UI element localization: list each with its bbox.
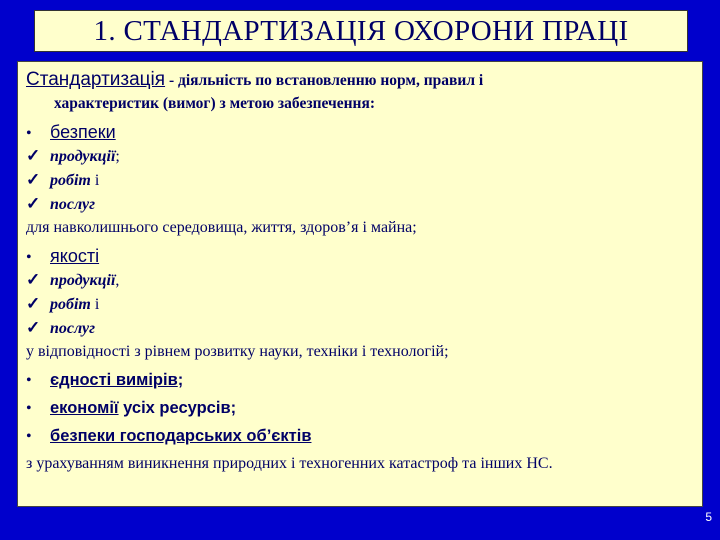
bullet-rest: ; bbox=[177, 371, 184, 389]
item-text: послуг bbox=[50, 320, 96, 337]
check-item bbox=[26, 192, 702, 216]
item-text: продукції bbox=[50, 148, 116, 165]
quality-heading: якості bbox=[50, 246, 100, 266]
check-icon: ✓ bbox=[26, 146, 41, 165]
item-rest: і bbox=[90, 296, 100, 313]
check-item bbox=[26, 168, 702, 192]
item-rest: ; bbox=[115, 148, 120, 165]
check-icon: ✓ bbox=[26, 318, 41, 337]
bullet-icon: • bbox=[26, 400, 32, 417]
section2-tail: у відповідності з рівнем розвитку науки, техніки і технологій; bbox=[26, 343, 449, 360]
check-item bbox=[26, 292, 702, 316]
bullet-safety bbox=[26, 120, 702, 144]
check-item bbox=[26, 316, 702, 340]
check-icon: ✓ bbox=[26, 170, 41, 189]
definition-text-2: характеристик (вимог) з метою забезпечення: bbox=[54, 95, 376, 112]
bullet-icon: • bbox=[26, 125, 32, 142]
title-box bbox=[34, 10, 688, 52]
check-icon: ✓ bbox=[26, 294, 41, 313]
check-item bbox=[26, 268, 702, 292]
bullet-underlined: економії bbox=[50, 399, 119, 417]
slide-title: 1. СТАНДАРТИЗАЦІЯ ОХОРОНИ ПРАЦІ bbox=[93, 14, 629, 47]
item-text: робіт bbox=[50, 296, 91, 313]
bullet-quality bbox=[26, 244, 702, 268]
closing-line: з урахуванням виникнення природних і техногенних катастроф та інших НС. bbox=[26, 455, 553, 472]
page-number: 5 bbox=[705, 510, 712, 524]
item-rest: , bbox=[115, 272, 120, 289]
check-icon: ✓ bbox=[26, 270, 41, 289]
definition-term: Стандартизація bbox=[26, 69, 166, 90]
check-item bbox=[26, 144, 702, 168]
bullet-icon: • bbox=[26, 372, 32, 389]
safety-heading: безпеки bbox=[50, 122, 116, 142]
bullet-underlined: безпеки господарських об’єктів bbox=[50, 427, 312, 445]
item-text: послуг bbox=[50, 196, 96, 213]
bullet-rest: усіх ресурсів; bbox=[118, 399, 237, 417]
definition-line bbox=[26, 68, 702, 92]
bullet-measure bbox=[26, 368, 702, 392]
content-panel bbox=[17, 61, 703, 507]
bullet-objects bbox=[26, 424, 702, 448]
bullet-icon: • bbox=[26, 249, 32, 266]
bullet-icon: • bbox=[26, 428, 32, 445]
bullet-underlined: єдності вимірів bbox=[50, 371, 178, 389]
item-text: продукції bbox=[50, 272, 116, 289]
item-text: робіт bbox=[50, 172, 91, 189]
section1-tail: для навколишнього середовища, життя, здоров’я і майна; bbox=[26, 219, 417, 236]
bullet-economy bbox=[26, 396, 702, 420]
definition-text-1: - діяльність по встановленню норм, правил і bbox=[165, 72, 484, 89]
check-icon: ✓ bbox=[26, 194, 41, 213]
definition-line-2 bbox=[26, 92, 702, 116]
item-rest: і bbox=[90, 172, 100, 189]
